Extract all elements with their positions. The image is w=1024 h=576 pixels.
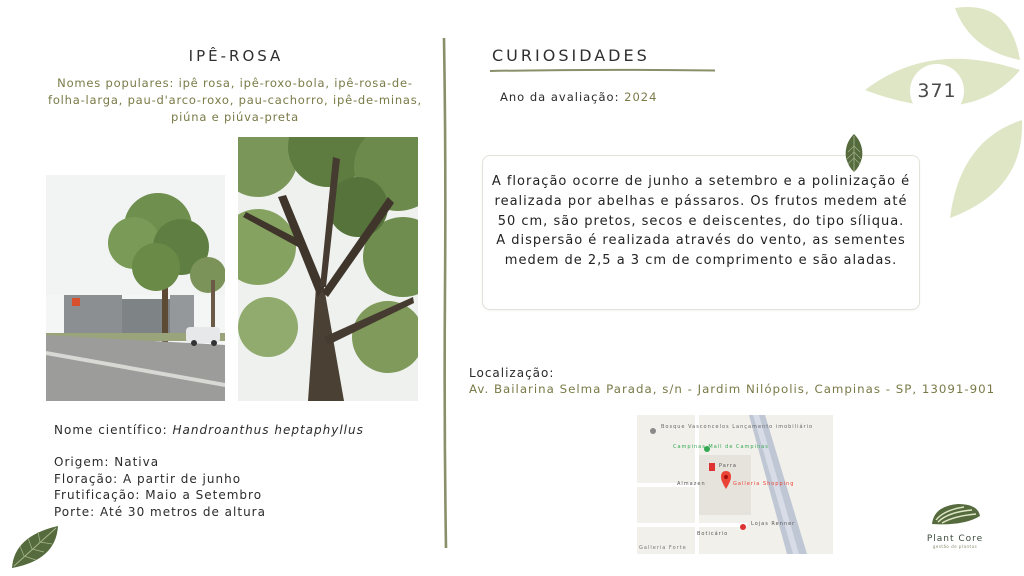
- leaf-icon: [10, 522, 62, 570]
- fact-origin: Origem: Nativa: [54, 455, 160, 469]
- evaluation-year: [500, 90, 657, 104]
- fact-fruiting: Frutificação: Maio a Setembro: [54, 488, 263, 502]
- plant-core-logo: [920, 500, 990, 552]
- column-divider: [440, 38, 450, 548]
- map-label-boticario: Boticário: [697, 531, 729, 537]
- leaf-icon: [842, 132, 866, 174]
- photo-tree-canopy: [238, 137, 418, 401]
- species-number-badge: 371: [910, 64, 964, 118]
- map-label-bosque: Bosque Vasconcelos Lançamento imobiliário: [661, 424, 814, 430]
- facts-list: [54, 454, 266, 520]
- fact-flowering: Floração: A partir de junho: [54, 471, 242, 486]
- map-label-renner: Lojas Renner: [751, 521, 796, 527]
- scientific-name-line: [54, 423, 364, 437]
- map-pin-label: Galleria Shopping: [733, 481, 795, 487]
- photo-building-street: [46, 175, 225, 401]
- species-title: IPÊ-ROSA: [188, 47, 284, 65]
- location-address: Av. Bailarina Selma Parada, s/n - Jardim Nilópolis, Campinas - SP, 13091-901: [469, 382, 996, 396]
- map-label-forte: Galleria Forte: [639, 545, 687, 551]
- map-label-almazen: Almazen: [677, 481, 706, 487]
- location-map[interactable]: [637, 415, 833, 554]
- fact-size: Porte: Até 30 metros de altura: [54, 504, 266, 519]
- location-label: Localização:: [469, 366, 555, 380]
- logo-leaf-icon: [928, 500, 982, 530]
- logo-name: Plant Core: [926, 534, 984, 544]
- description-text: A floração ocorre de junho a setembro e a polinização é realizada por abelhas e pássaros. Os frutos medem até 50 cm, são pretos, secos e deiscentes, do tipo síliqua. A dispersão é realizada através do vento, as sementes medem de 2,5 a 3 cm de comprimento e são aladas.: [491, 174, 911, 269]
- scientific-name: Handroanthus heptaphyllus: [172, 423, 364, 437]
- logo-tagline: gestão de plantas: [932, 544, 978, 549]
- map-label-parra: Parra: [719, 463, 737, 469]
- year-value: 2024: [624, 90, 658, 104]
- description-card: [482, 155, 920, 310]
- year-label: Ano da avaliação:: [500, 90, 625, 104]
- popular-names: Nomes populares: ipê rosa, ipê-roxo-bola, ipê-rosa-de-folha-larga, pau-d'arco-roxo, pau-cachorro, ipê-de-minas, piúna e piúva-preta: [47, 76, 422, 124]
- curiosities-title: CURIOSIDADES: [492, 46, 650, 65]
- scientific-label: Nome científico:: [54, 423, 173, 437]
- title-underline: [490, 68, 715, 73]
- map-label-campinas: Campinas Mall de Campinas: [673, 444, 769, 450]
